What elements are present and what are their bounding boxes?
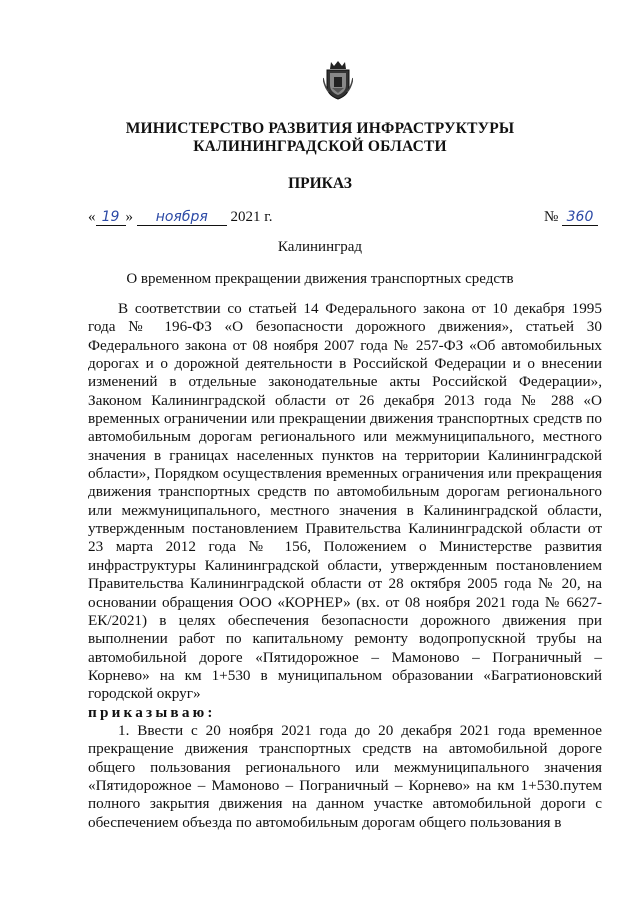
- preamble-paragraph: [88, 300, 602, 704]
- close-quote: »: [125, 209, 133, 225]
- order-subject: О временном прекращении движения транспортных средств: [126, 271, 514, 287]
- prikazyvayu-line: [88, 704, 602, 722]
- order-number: [544, 209, 598, 226]
- item-1-paragraph: [88, 722, 602, 832]
- coat-of-arms-icon: [323, 58, 353, 100]
- date-month-handwritten: ноября: [155, 209, 208, 225]
- number-label: №: [543, 209, 559, 225]
- open-quote: «: [88, 209, 96, 225]
- order-body: [88, 300, 602, 832]
- date-day-field: [96, 210, 126, 226]
- date-number-row: [88, 209, 598, 231]
- date-day-handwritten: 19: [101, 209, 120, 225]
- document-type-title: ПРИКАЗ: [288, 175, 352, 192]
- item-1-text: 1. Ввести с 20 ноября 2021 года до 20 декабря 2021 года временное прекращение движения транспортных средств на автомобильной дороге общего пользования регионального или межмуниципального значения «Пятидорожное – Мамоново – Пограничный – Корнево» на км 1+530.путем полного закрытия движения на данном участке автомобильной дороги с обеспечением объезда по автомобильным дорогам общего пользования в: [88, 721, 602, 831]
- ministry-name-line2: КАЛИНИНГРАДСКОЙ ОБЛАСТИ: [193, 138, 447, 155]
- city-name: Калининград: [277, 239, 363, 255]
- date-year: 2021 г.: [230, 209, 273, 225]
- prikazyvayu-word: приказываю:: [88, 703, 216, 721]
- number-handwritten: 360: [566, 209, 594, 225]
- ministry-name-line1: МИНИСТЕРСТВО РАЗВИТИЯ ИНФРАСТРУКТУРЫ: [125, 120, 515, 137]
- date-month-field: [137, 210, 227, 226]
- order-date: [88, 209, 272, 226]
- number-field: [562, 210, 598, 226]
- preamble-text: В соответствии со статьей 14 Федерального закона от 10 декабря 1995 года № 196-ФЗ «О безопасности дорожного движения», статьей 30 Федерального закона от 08 ноября 2007 года № 257-ФЗ «Об автомобильных дорогах и о дорожной деятельности в Российской Федерации и о внесении изменений в отдельные законодательные акты Российской Федерации», Законом Калининградской области от 26 декабря 2013 года № 288 «О временных ограничении или прекращении движения транспортных средств по автомобильным дорогам регионального или межмуниципального, местного значения в границах населенных пунктов на территории Калининградской области», Порядком осуществления временных ограничения или прекращения движения транспортных средств по автомобильным дорогам регионального или межмуниципального, местного значения в Калининградской области, утвержденным постановлением Правительства Калининградской области от 23 марта 2012 года № 156, Положением о Министерстве развития инфраструктуры Калининградской области, утвержденным постановлением Правительства Калининградской области от 28 октября 2005 года № 20, на основании обращения ООО «КОРНЕР» (вх. от 08 ноября 2021 года № 6627-ЕК/2021) в целях обеспечения безопасности дорожного движения при выполнении работ по капитальному ремонту водопропускной трубы на автомобильной дороге «Пятидорожное – Мамоново – Пограничный – Корнево» на км 1+530 в муниципальном образовании «Багратионовский городской округ»: [88, 300, 602, 703]
